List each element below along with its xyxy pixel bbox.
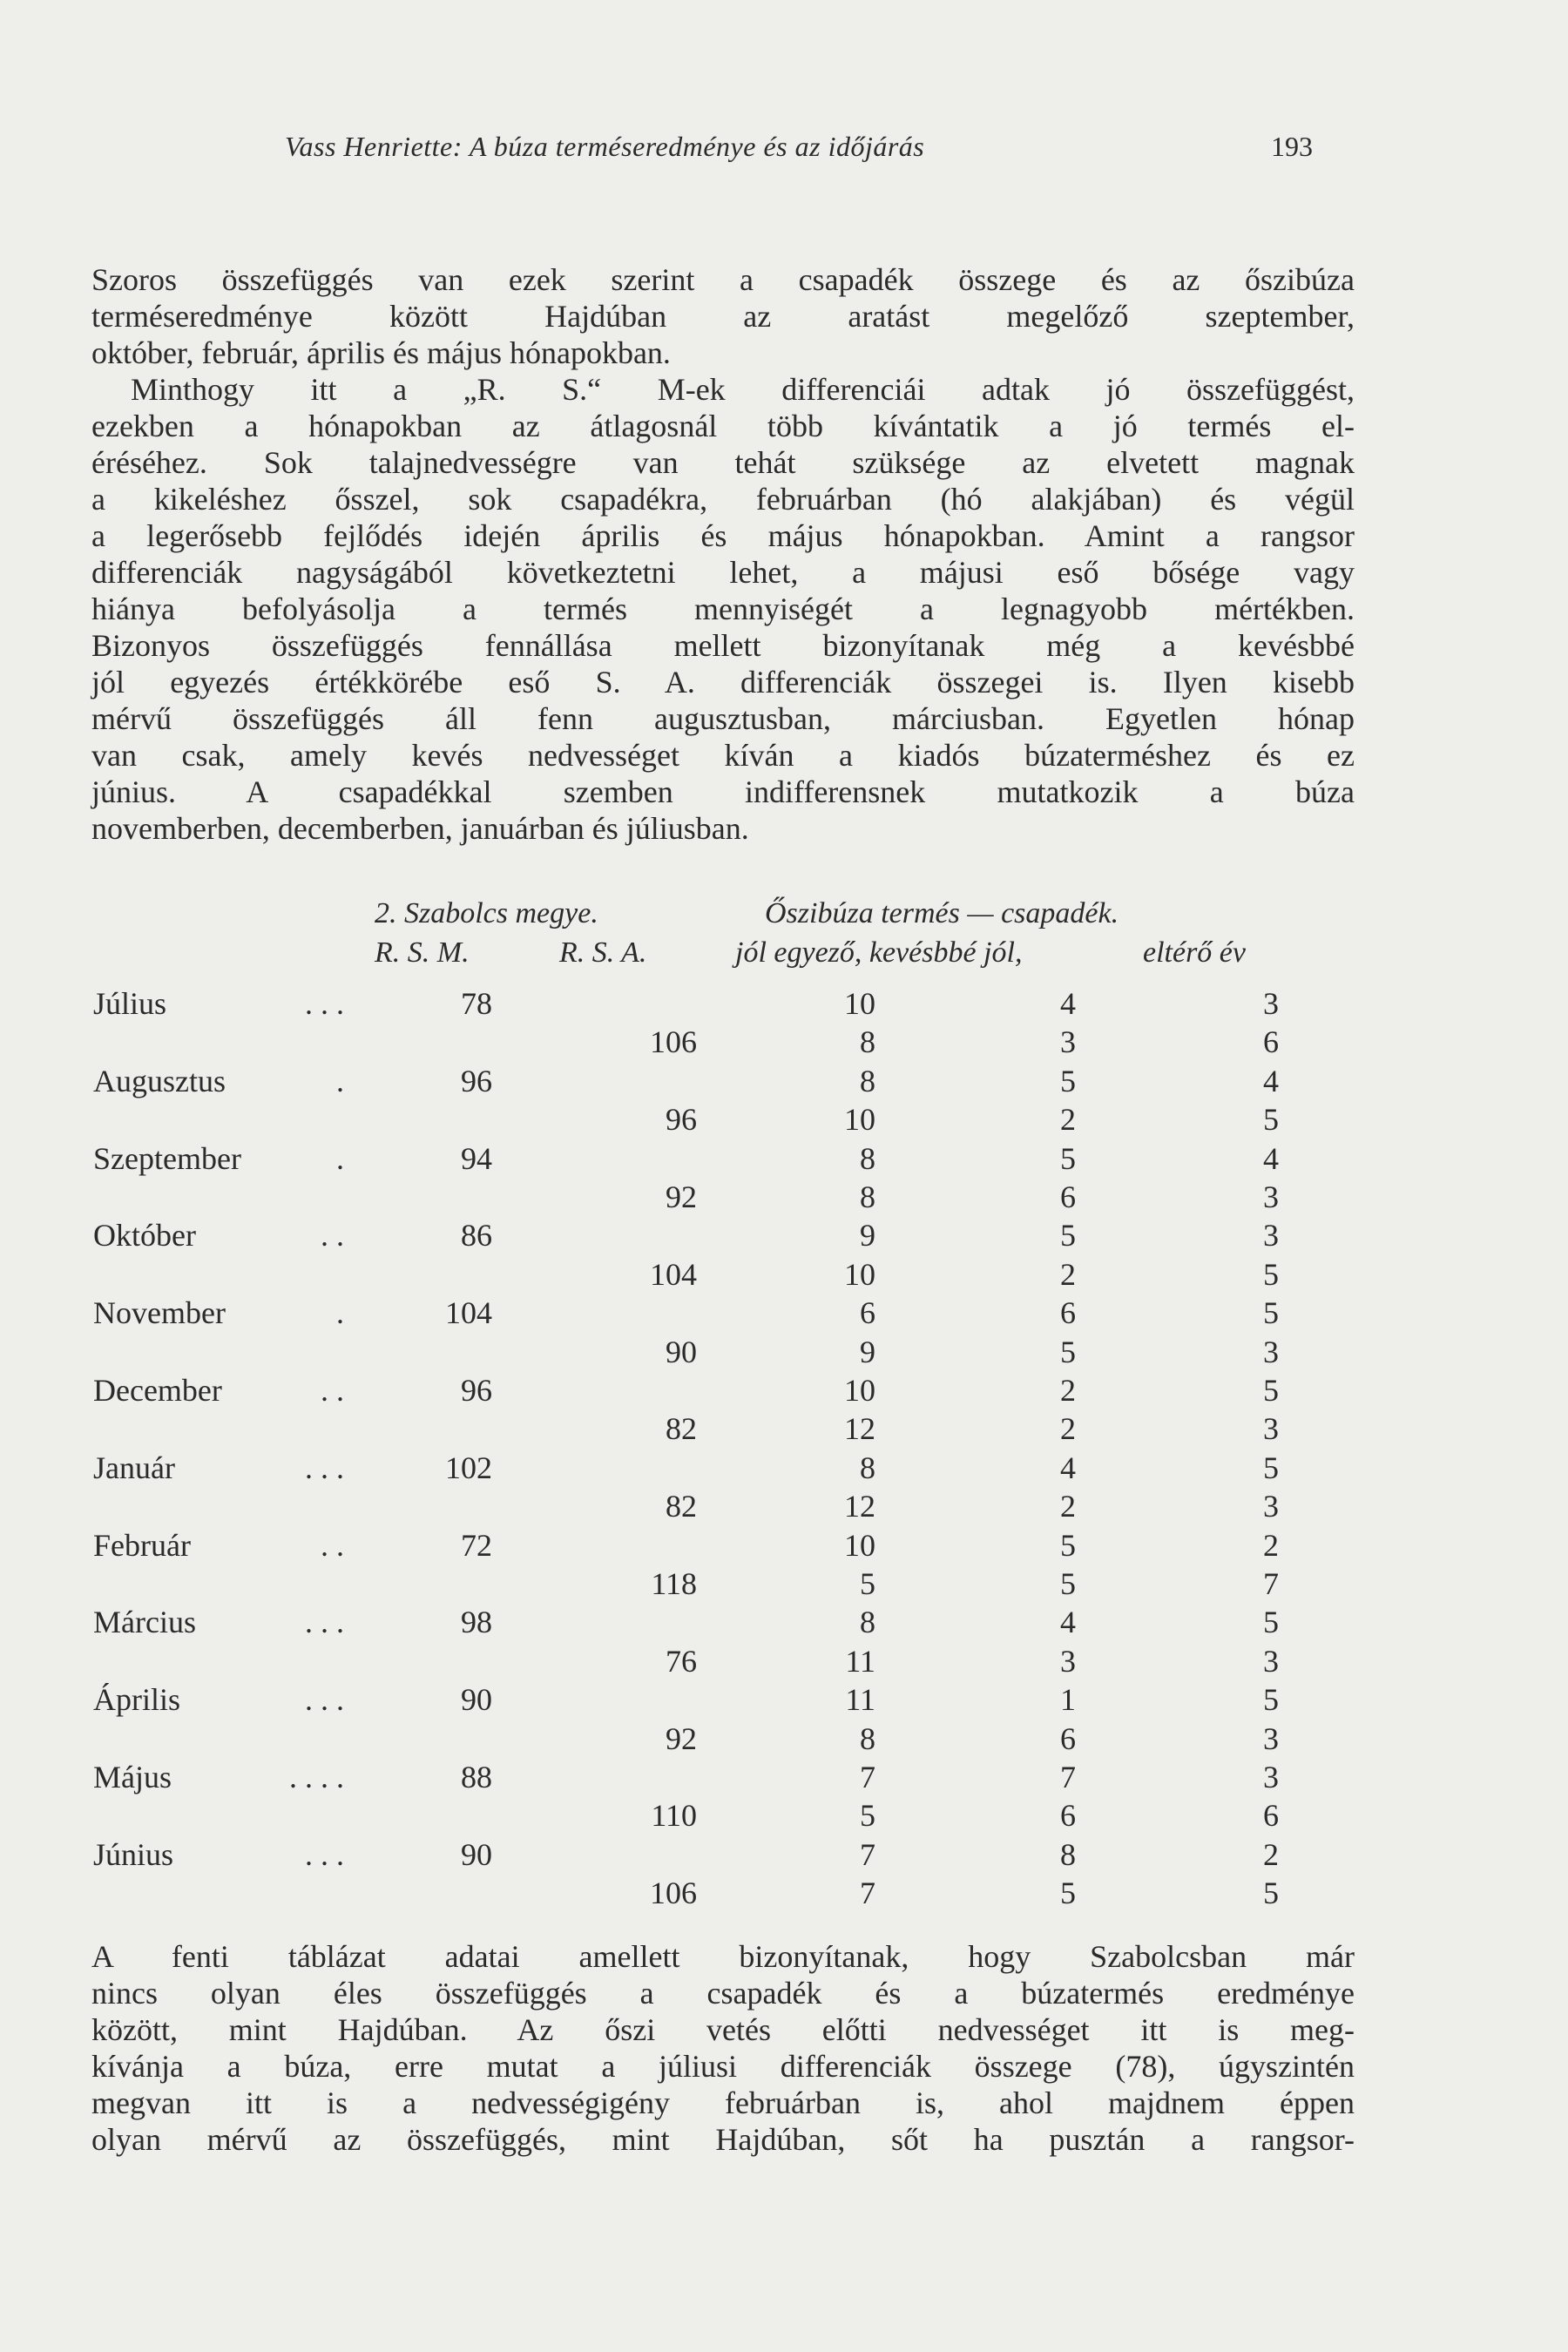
text-line: kívánja a búza, erre mutat a júliusi differenciák összege (78), úgyszintén xyxy=(91,2049,1355,2084)
month-label: November xyxy=(93,1295,226,1331)
cell-rsa: 82 xyxy=(666,1489,697,1524)
cell-less: 2 xyxy=(1060,1411,1076,1447)
month-label: Április xyxy=(93,1682,181,1718)
cell-less: 4 xyxy=(1060,1450,1076,1485)
dot-leader: . . . xyxy=(305,1682,344,1718)
text-line: novemberben, decemberben, januárban és júliusban. xyxy=(91,811,749,846)
text-line: jól egyezés értékkörébe eső S. A. differenciák összegei is. Ilyen kisebb xyxy=(91,665,1355,700)
cell-rsa: 106 xyxy=(650,1024,697,1060)
dot-leader: . . . xyxy=(305,1836,344,1872)
text-line: Szoros összefüggés van ezek szerint a csapadék összege és az őszibúza xyxy=(91,262,1355,297)
cell-diff: 5 xyxy=(1263,1256,1279,1292)
cell-diff: 5 xyxy=(1263,1450,1279,1485)
cell-good: 5 xyxy=(860,1798,875,1834)
cell-good: 10 xyxy=(844,1256,875,1292)
cell-rsm: 96 xyxy=(461,1063,492,1098)
cell-less: 2 xyxy=(1060,1373,1076,1408)
cell-rsm: 98 xyxy=(461,1605,492,1640)
cell-good: 12 xyxy=(844,1489,875,1524)
table-title-right: Őszibúza termés — csapadék. xyxy=(765,897,1119,929)
text-line: van csak, amely kevés nedvességet kíván a kiadós búzaterméshez és ez xyxy=(91,738,1355,773)
cell-rsa: 92 xyxy=(666,1179,697,1214)
cell-diff: 5 xyxy=(1263,1605,1279,1640)
cell-diff: 6 xyxy=(1263,1798,1279,1834)
cell-less: 7 xyxy=(1060,1760,1076,1794)
cell-diff: 5 xyxy=(1263,1876,1279,1911)
cell-rsm: 90 xyxy=(461,1682,492,1718)
cell-diff: 3 xyxy=(1263,1760,1279,1794)
cell-rsa: 90 xyxy=(666,1334,697,1369)
cell-less: 3 xyxy=(1060,1643,1076,1679)
cell-diff: 5 xyxy=(1263,1295,1279,1331)
text-line: éréséhez. Sok talajnedvességre van tehát szüksége az elvetett magnak xyxy=(91,445,1355,480)
cell-less: 6 xyxy=(1060,1720,1076,1756)
text-line: mérvű összefüggés áll fenn augusztusban, márciusban. Egyetlen hónap xyxy=(91,701,1355,736)
cell-less: 5 xyxy=(1060,1566,1076,1601)
cell-good: 7 xyxy=(860,1760,875,1794)
cell-good: 11 xyxy=(845,1682,875,1718)
cell-rsa: 82 xyxy=(666,1411,697,1447)
cell-less: 5 xyxy=(1060,1140,1076,1176)
cell-good: 8 xyxy=(860,1179,875,1214)
cell-diff: 3 xyxy=(1263,1643,1279,1679)
cell-diff: 3 xyxy=(1263,1334,1279,1369)
dot-leader: . . . xyxy=(305,1605,344,1640)
cell-good: 10 xyxy=(844,986,875,1021)
dot-leader: . xyxy=(336,1295,344,1331)
page-header xyxy=(285,131,1313,169)
cell-rsm: 102 xyxy=(445,1450,492,1485)
cell-diff: 7 xyxy=(1263,1566,1279,1601)
cell-less: 5 xyxy=(1060,1876,1076,1911)
cell-less: 5 xyxy=(1060,1063,1076,1098)
dot-leader: . . . xyxy=(305,1450,344,1485)
cell-diff: 3 xyxy=(1263,1218,1279,1254)
cell-less: 5 xyxy=(1060,1527,1076,1563)
text-line: között, mint Hajdúban. Az őszi vetés előtti nedvességet itt is meg- xyxy=(91,2012,1355,2047)
cell-diff: 3 xyxy=(1263,986,1279,1021)
cell-good: 9 xyxy=(860,1334,875,1369)
cell-diff: 3 xyxy=(1263,1489,1279,1524)
text-line: megvan itt is a nedvességigény februárban is, ahol majdnem éppen xyxy=(91,2085,1355,2120)
cell-diff: 4 xyxy=(1263,1140,1279,1176)
cell-less: 2 xyxy=(1060,1102,1076,1138)
cell-good: 8 xyxy=(860,1720,875,1756)
cell-rsa: 118 xyxy=(651,1566,697,1601)
cell-less: 5 xyxy=(1060,1334,1076,1369)
cell-good: 12 xyxy=(844,1411,875,1447)
dot-leader: . . xyxy=(321,1373,344,1408)
cell-less: 6 xyxy=(1060,1798,1076,1834)
month-label: Február xyxy=(93,1527,191,1563)
text-line: október, február, április és május hónapokban. xyxy=(91,335,671,370)
cell-less: 4 xyxy=(1060,986,1076,1021)
dot-leader: . . . . xyxy=(289,1760,344,1794)
cell-less: 2 xyxy=(1060,1256,1076,1292)
cell-rsm: 86 xyxy=(461,1218,492,1254)
column-header-good-less: jól egyező, kevésbbé jól, xyxy=(735,936,1023,969)
column-header-diff: eltérő év xyxy=(1143,936,1246,969)
page-number: 193 xyxy=(1271,131,1313,162)
month-label: Június xyxy=(93,1836,174,1872)
text-line: differenciák nagyságából következtetni lehet, a májusi eső bősége vagy xyxy=(91,555,1355,590)
cell-less: 5 xyxy=(1060,1218,1076,1254)
month-label: Március xyxy=(93,1605,196,1640)
cell-less: 3 xyxy=(1060,1024,1076,1060)
cell-rsm: 90 xyxy=(461,1836,492,1872)
text-line: Bizonyos összefüggés fennállása mellett bizonyítanak még a kevésbbé xyxy=(91,628,1355,663)
cell-less: 4 xyxy=(1060,1605,1076,1640)
cell-rsa: 92 xyxy=(666,1720,697,1756)
dot-leader: . . xyxy=(321,1527,344,1563)
cell-rsm: 72 xyxy=(461,1527,492,1563)
month-label: Május xyxy=(93,1760,172,1794)
cell-good: 9 xyxy=(860,1218,875,1254)
cell-rsa: 106 xyxy=(650,1876,697,1911)
text-line: A fenti táblázat adatai amellett bizonyítanak, hogy Szabolcsban már xyxy=(91,1939,1355,1974)
month-label: Október xyxy=(93,1218,196,1254)
dot-leader: . xyxy=(336,1063,344,1098)
cell-diff: 5 xyxy=(1263,1682,1279,1718)
cell-diff: 3 xyxy=(1263,1179,1279,1214)
cell-good: 11 xyxy=(845,1643,875,1679)
cell-good: 8 xyxy=(860,1063,875,1098)
cell-rsm: 96 xyxy=(461,1373,492,1408)
cell-less: 8 xyxy=(1060,1836,1076,1872)
cell-rsa: 96 xyxy=(666,1102,697,1138)
cell-diff: 5 xyxy=(1263,1373,1279,1408)
month-label: Augusztus xyxy=(93,1063,226,1098)
cell-good: 10 xyxy=(844,1527,875,1563)
cell-diff: 6 xyxy=(1263,1024,1279,1060)
month-label: Január xyxy=(93,1450,175,1485)
cell-good: 8 xyxy=(860,1605,875,1640)
text-line: a kikeléshez ősszel, sok csapadékra, februárban (hó alakjában) és végül xyxy=(91,482,1355,517)
cell-less: 2 xyxy=(1060,1489,1076,1524)
cell-diff: 2 xyxy=(1263,1836,1279,1872)
cell-rsa: 104 xyxy=(650,1256,697,1292)
text-line: június. A csapadékkal szemben indifferensnek mutatkozik a búza xyxy=(91,774,1355,809)
text-line: a legerősebb fejlődés idején április és május hónapokban. Amint a rangsor xyxy=(91,518,1355,553)
month-label: December xyxy=(93,1373,222,1408)
cell-good: 8 xyxy=(860,1024,875,1060)
cell-rsm: 94 xyxy=(461,1140,492,1176)
cell-good: 7 xyxy=(860,1836,875,1872)
month-label: Szeptember xyxy=(93,1140,241,1176)
column-header-rsa: R. S. A. xyxy=(559,936,647,969)
cell-good: 8 xyxy=(860,1450,875,1485)
text-line: hiánya befolyásolja a termés mennyiségét a legnagyobb mértékben. xyxy=(91,591,1355,626)
dot-leader: . . xyxy=(321,1218,344,1254)
cell-rsm: 88 xyxy=(461,1760,492,1794)
text-line: nincs olyan éles összefüggés a csapadék és a búzatermés eredménye xyxy=(91,1976,1355,2011)
text-line: olyan mérvű az összefüggés, mint Hajdúban, sőt ha pusztán a rangsor- xyxy=(91,2122,1355,2157)
cell-good: 6 xyxy=(860,1295,875,1331)
running-title: Vass Henriette: A búza terméseredménye és az időjárás xyxy=(285,131,925,162)
cell-good: 10 xyxy=(844,1373,875,1408)
cell-good: 7 xyxy=(860,1876,875,1911)
table-title-left: 2. Szabolcs megye. xyxy=(375,897,598,929)
cell-less: 6 xyxy=(1060,1179,1076,1214)
column-header-rsm: R. S. M. xyxy=(375,936,470,969)
cell-diff: 2 xyxy=(1263,1527,1279,1563)
cell-diff: 4 xyxy=(1263,1063,1279,1098)
cell-good: 10 xyxy=(844,1102,875,1138)
cell-rsa: 76 xyxy=(666,1643,697,1679)
dot-leader: . xyxy=(336,1140,344,1176)
cell-rsm: 104 xyxy=(445,1295,492,1331)
text-line: Minthogy itt a „R. S.“ M-ek differenciái adtak jó összefüggést, xyxy=(131,372,1355,407)
cell-less: 6 xyxy=(1060,1295,1076,1331)
cell-good: 5 xyxy=(860,1566,875,1601)
text-line: terméseredménye között Hajdúban az aratást megelőző szeptember, xyxy=(91,299,1355,334)
month-label: Július xyxy=(93,986,167,1021)
dot-leader: . . . xyxy=(305,986,344,1021)
cell-less: 1 xyxy=(1060,1682,1076,1718)
cell-diff: 5 xyxy=(1263,1102,1279,1138)
cell-rsm: 78 xyxy=(461,986,492,1021)
cell-rsa: 110 xyxy=(651,1798,697,1834)
cell-diff: 3 xyxy=(1263,1411,1279,1447)
cell-good: 8 xyxy=(860,1140,875,1176)
text-line: ezekben a hónapokban az átlagosnál több kívántatik a jó termés el- xyxy=(91,409,1355,443)
cell-diff: 3 xyxy=(1263,1720,1279,1756)
